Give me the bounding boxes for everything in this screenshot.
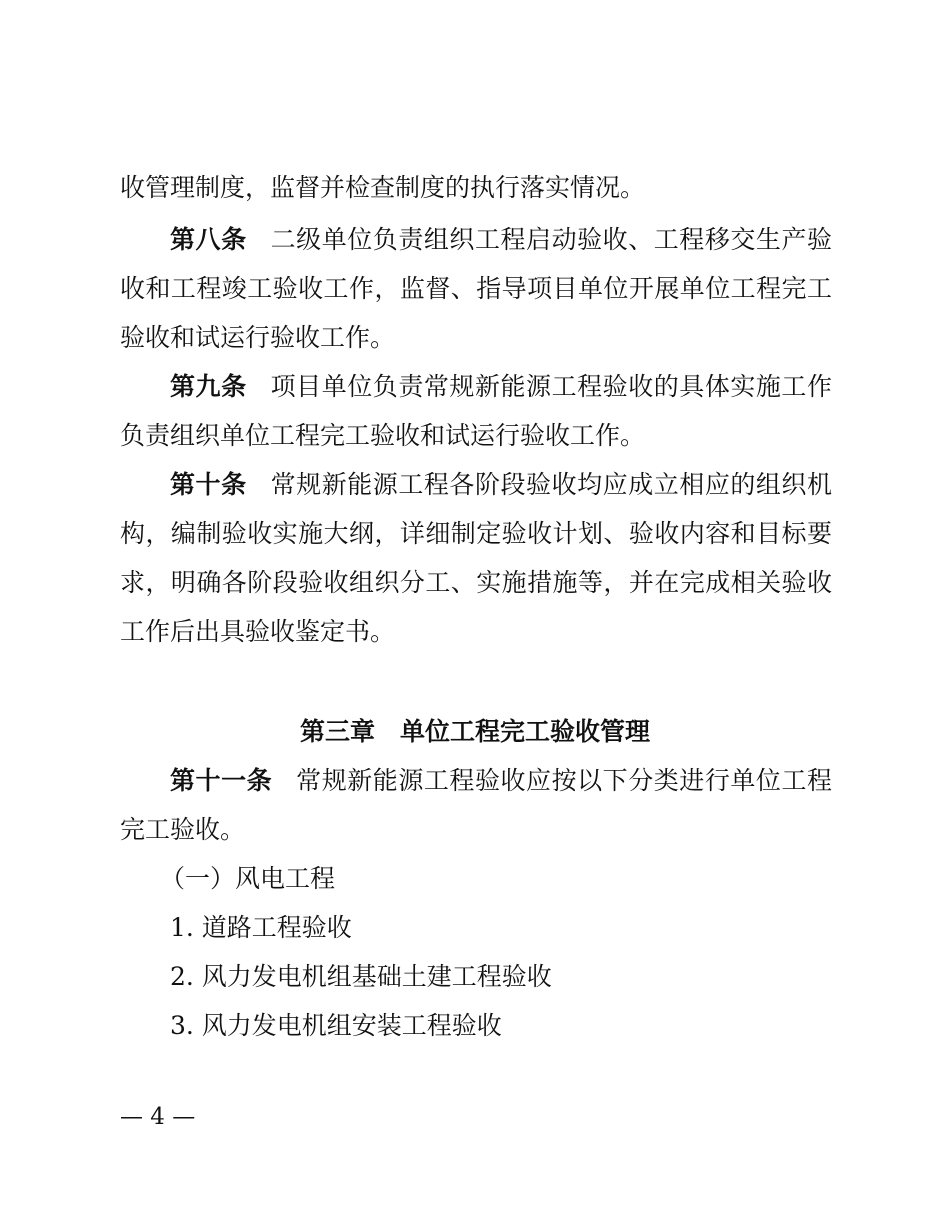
article-9-line-2: 负责组织单位工程完工验收和试运行验收工作。: [120, 421, 646, 450]
article-11-line: [170, 765, 832, 797]
list-item: 1. 道路工程验收: [170, 913, 352, 942]
subsection-heading: （一）风电工程: [160, 864, 336, 893]
article-11-title: 第十一条: [170, 766, 273, 795]
article-8-line-2: 收和工程竣工验收工作，监督、指导项目单位开展单位工程完工: [120, 274, 832, 303]
list-item: 3. 风力发电机组安装工程验收: [170, 1011, 502, 1040]
article-10-line-4: 工作后出具验收鉴定书。: [120, 617, 396, 646]
article-8-line-3: 验收和试运行验收工作。: [120, 323, 396, 352]
list-item: 2. 风力发电机组基础土建工程验收: [170, 962, 552, 991]
article-8-title: 第八条: [170, 225, 247, 254]
article-10-text: 常规新能源工程各阶段验收均应成立相应的组织机: [270, 470, 832, 499]
article-8-line: [170, 224, 832, 256]
page-number: — 4 —: [120, 1104, 196, 1130]
article-10-title: 第十条: [170, 470, 247, 499]
paragraph-line: 收管理制度，监督并检查制度的执行落实情况。: [120, 173, 646, 202]
article-11-line-2: 完工验收。: [120, 815, 246, 844]
article-10-line: [170, 469, 832, 501]
article-10-line-3: 求，明确各阶段验收组织分工、实施措施等，并在完成相关验收: [120, 568, 832, 597]
article-9-line: [170, 371, 832, 403]
chapter-heading: 第三章 单位工程完工验收管理: [299, 717, 650, 746]
article-8-text: 二级单位负责组织工程启动验收、工程移交生产验: [270, 225, 832, 254]
article-9-text: 项目单位负责常规新能源工程验收的具体实施工作: [270, 372, 832, 401]
article-10-line-2: 构，编制验收实施大纲，详细制定验收计划、验收内容和目标要: [120, 519, 832, 548]
article-9-title: 第九条: [170, 372, 247, 401]
article-11-text: 常规新能源工程验收应按以下分类进行单位工程: [296, 766, 832, 795]
